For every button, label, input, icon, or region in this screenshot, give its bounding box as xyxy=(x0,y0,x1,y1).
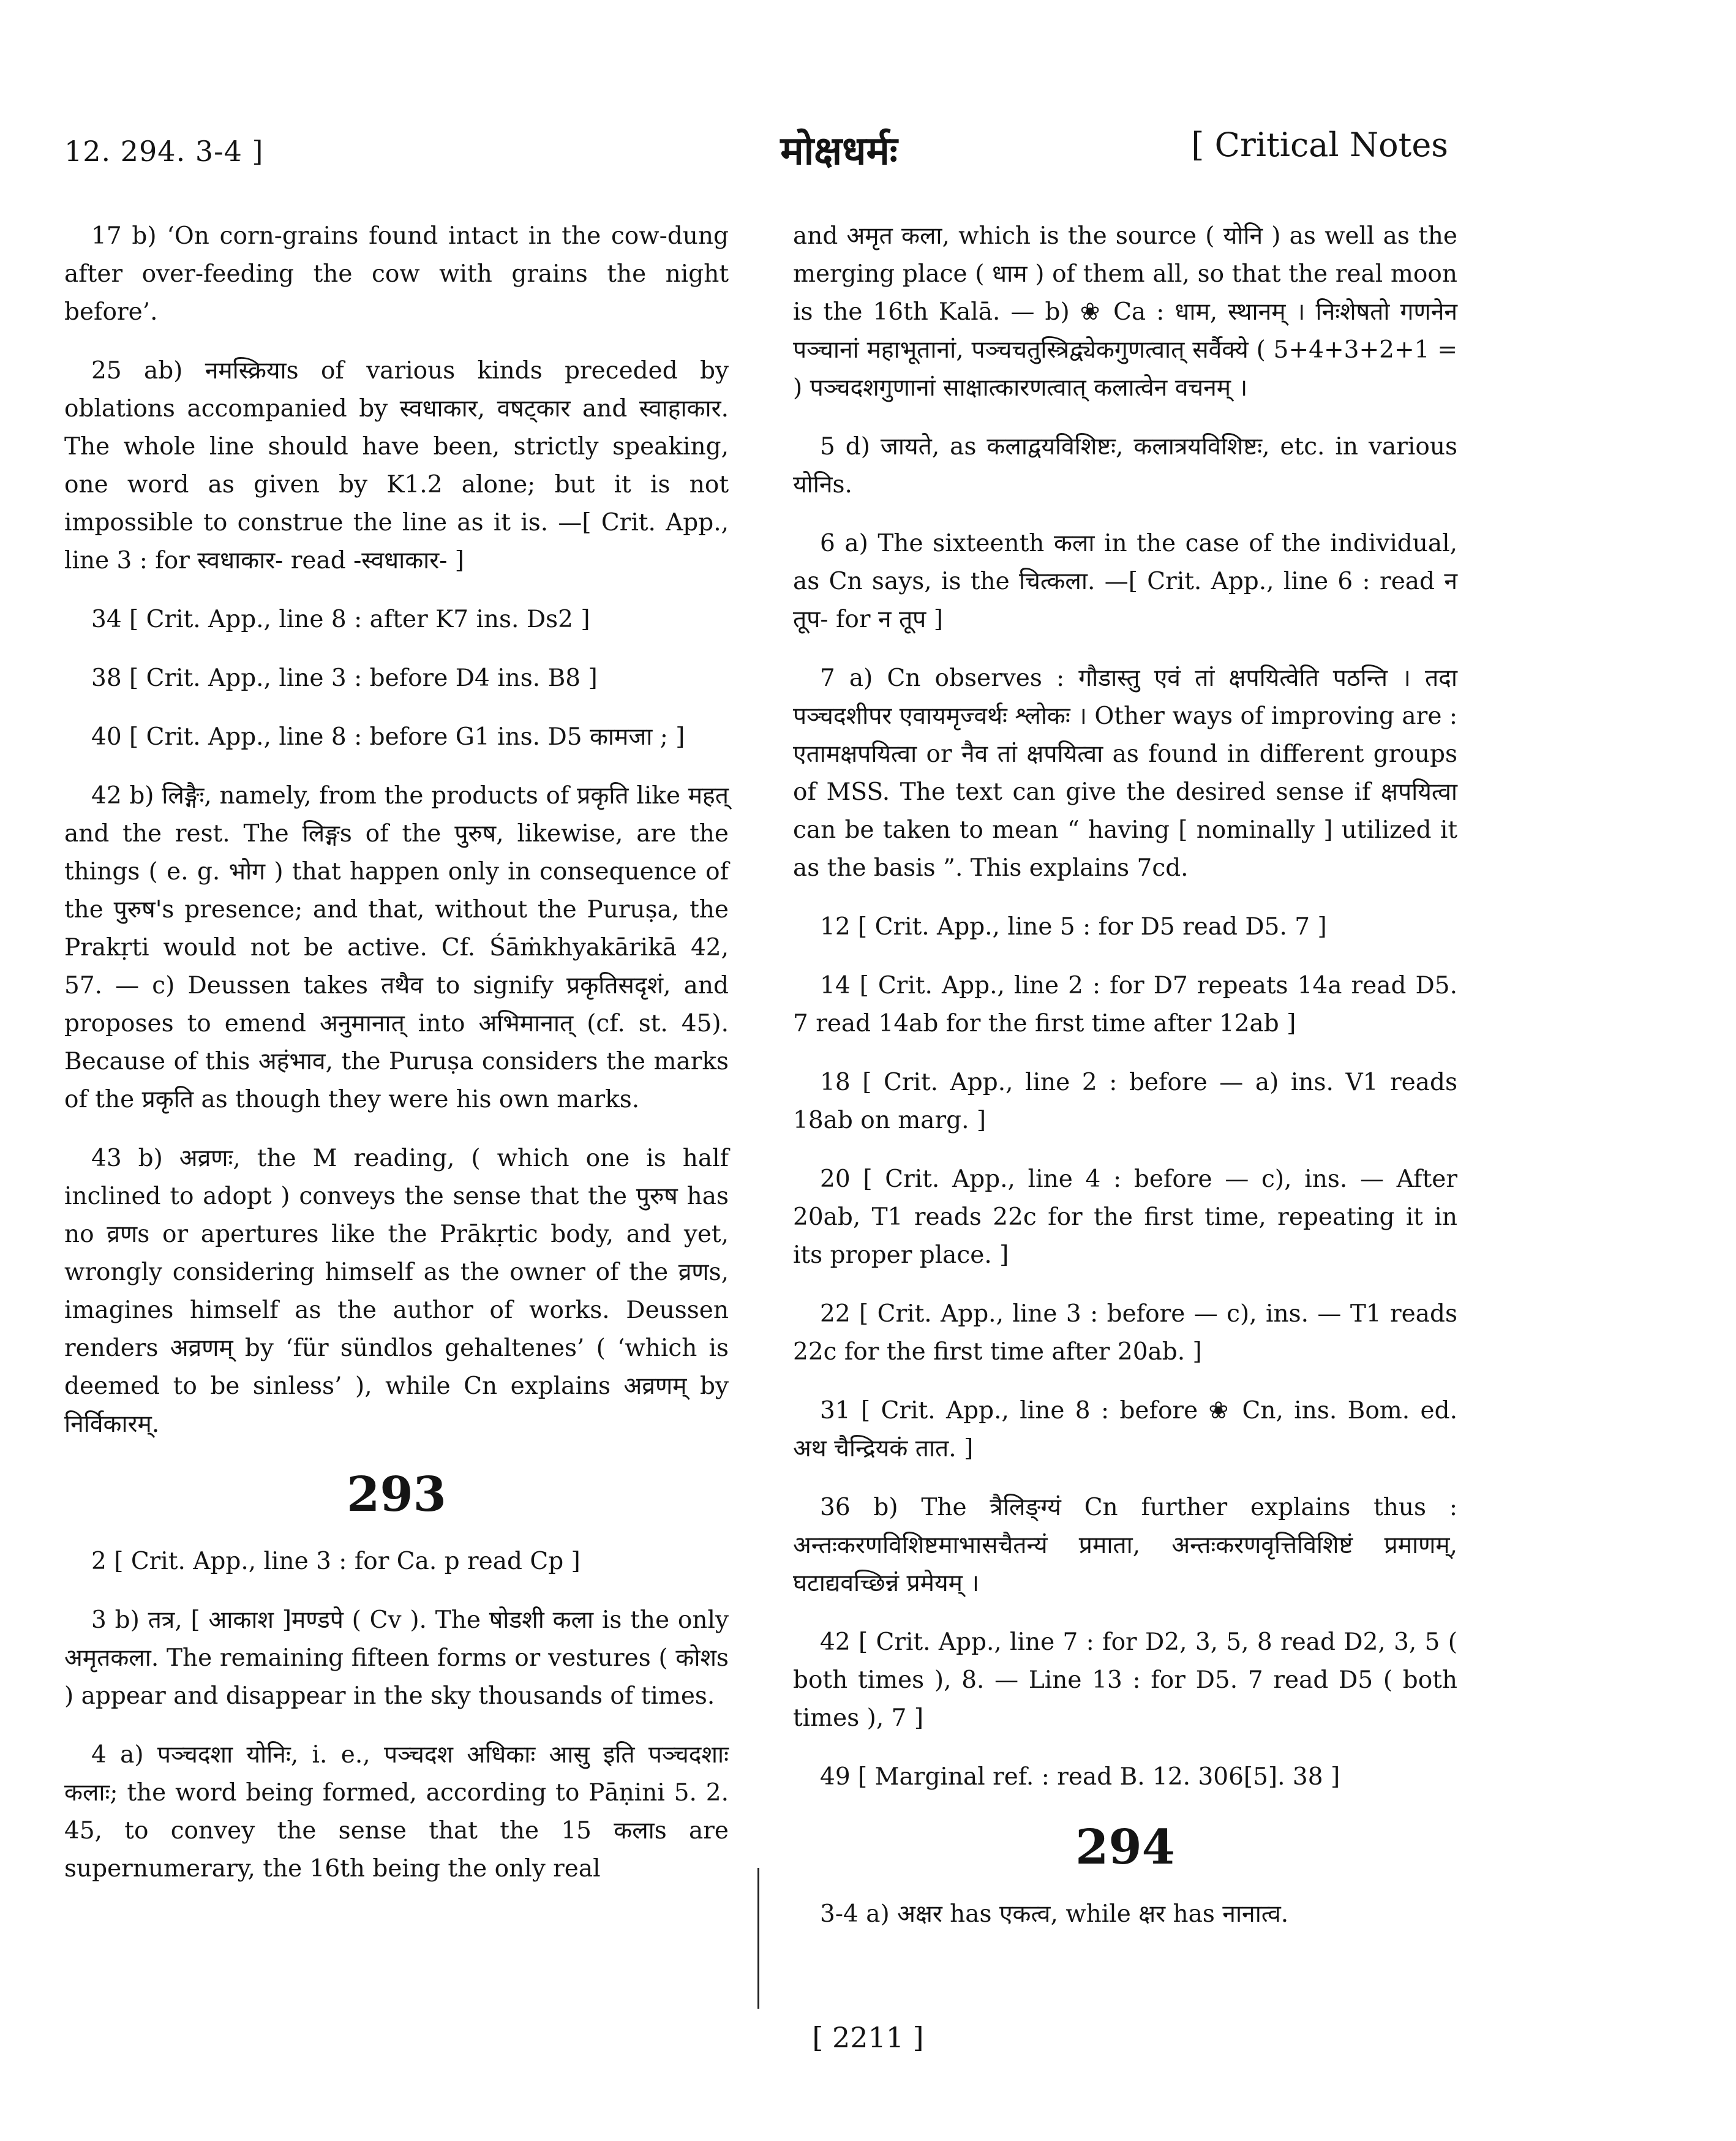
running-head-section: [ Critical Notes xyxy=(1191,126,1448,164)
note-entry: 36 b) The त्रैलिङ्ग्यं Cn further explains thus : अन्तःकरणविशिष्टमाभासचैतन्यं प्रमाता, अन्तःकरणवृत्तिविशिष्टं प्रमाणम्, घटाद्यवच्छिन्नं प्रमेयम् । xyxy=(793,1494,1457,1597)
note-entry: 7 a) Cn observes : गौडास्तु एवं तां क्षपयित्वेति पठन्ति । तदा पञ्चदशीपर एवायमृज्वर्थः श्लोकः । Other ways of improving are : एतामक्षपयित्वा or नैव तां क्षपयित्वा as found in different groups of MSS. The text can give the desired sense if क्षपयित्वा can be taken to mean “ having [ nominally ] utilized it as the basis ”. This explains 7cd. xyxy=(793,664,1457,882)
note-entry: 31 [ Crit. App., line 8 : before ❀ Cn, ins. Bom. ed. अथ चैन्द्रियकं तात. ] xyxy=(793,1397,1457,1462)
note-entry: 42 b) लिङ्गैः, namely, from the products of प्रकृति like महत् and the rest. The लिङ्गs of the पुरुष, likewise, are the things ( e. g. भोग ) that happen only in consequence of the पुरुष's presence; and that, without the Puruṣa, the Prakṛti would not be active. Cf. Śāṁkhyakārikā 42, 57. — c) Deussen takes तथैव to signify प्रकृतिसदृशं, and proposes to emend अनुमानात् into अभिमानात् (cf. st. 45). Because of this अहंभाव, the Puruṣa considers the marks of the प्रकृति as though they were his own marks. xyxy=(64,782,729,1113)
note-entry: 42 [ Crit. App., line 7 : for D2, 3, 5, 8 read D2, 3, 5 ( both times ), 8. — Line 13 : for D5. 7 read D5 ( both times ), 7 ] xyxy=(793,1628,1457,1732)
note-entry: 3-4 a) अक्षर has एकत्व, while क्षर has नानात्व. xyxy=(820,1900,1289,1928)
note-entry-continued: and अमृत कला, which is the source ( योनि ) as well as the merging place ( धाम ) of them all, so that the real moon is the 16th Kalā. — b) ❀ Ca : धाम, स्थानम् । निःशेषतो गणनेन पञ्चानां महाभूतानां, पञ्चचतुस्त्रिद्व्येकगुणत्वात् सर्वैक्ये ( 5+4+3+2+1 = ) पञ्चदशगुणानां साक्षात्कारणत्वात् कलात्वेन वचनम् । xyxy=(793,222,1457,402)
note-entry: 17 b) ‘On corn-grains found intact in the cow-dung after over-feeding the cow with grains the night before’. xyxy=(64,222,729,326)
section-heading: 293 xyxy=(347,1467,446,1522)
note-entry: 22 [ Crit. App., line 3 : before — c), ins. — T1 reads 22c for the first time after 20ab. ] xyxy=(793,1300,1457,1366)
note-entry: 49 [ Marginal ref. : read B. 12. 306[5]. 38 ] xyxy=(820,1763,1340,1791)
note-entry: 4 a) पञ्चदशा योनिः, i. e., पञ्चदश अधिकाः आसु इति पञ्चदशाः कलाः; the word being formed, according to Pāṇini 5. 2. 45, to convey the sense that the 15 कलाs are supernumerary, the 16th being the only real xyxy=(64,1741,729,1883)
section-heading: 294 xyxy=(1075,1819,1175,1875)
note-entry: 34 [ Crit. App., line 8 : after K7 ins. Ds2 ] xyxy=(91,606,590,633)
left-column xyxy=(64,217,729,1909)
running-head-title: मोक्षधर्मः xyxy=(780,128,898,174)
right-column xyxy=(793,217,1457,1954)
column-divider xyxy=(757,1868,759,2009)
page-number: [ 2211 ] xyxy=(812,2021,924,2054)
note-entry: 20 [ Crit. App., line 4 : before — c), ins. — After 20ab, T1 reads 22c for the first time, repeating it in its proper place. ] xyxy=(793,1165,1457,1269)
note-entry: 3 b) तत्र, [ आकाश ]मण्डपे ( Cv ). The षोडशी कला is the only अमृतकला. The remaining fifteen forms or vestures ( कोशs ) appear and disappear in the sky thousands of times. xyxy=(64,1606,729,1710)
note-entry: 2 [ Crit. App., line 3 : for Ca. p read Cp ] xyxy=(91,1548,581,1575)
note-entry: 14 [ Crit. App., line 2 : for D7 repeats 14a read D5. 7 read 14ab for the first time after 12ab ] xyxy=(793,972,1457,1037)
note-entry: 18 [ Crit. App., line 2 : before — a) ins. V1 reads 18ab on marg. ] xyxy=(793,1069,1457,1134)
note-entry: 25 ab) नमस्क्रियाs of various kinds preceded by oblations accompanied by स्वधाकार, वषट्कार and स्वाहाकार. The whole line should have been, strictly speaking, one word as given by K1.2 alone; but it is not impossible to construe the line as it is. —[ Crit. App., line 3 : for स्वधाकार- read -स्वधाकार- ] xyxy=(64,357,729,574)
note-entry: 6 a) The sixteenth कला in the case of the individual, as Cn says, is the चित्कला. —[ Crit. App., line 6 : read न तूप- for न तूप ] xyxy=(793,530,1457,633)
running-head-reference: 12. 294. 3-4 ] xyxy=(64,135,264,168)
note-entry: 40 [ Crit. App., line 8 : before G1 ins. D5 कामजा ; ] xyxy=(91,723,685,751)
note-entry: 5 d) जायते, as कलाद्वयविशिष्टः, कलात्रयविशिष्टः, etc. in various योनिs. xyxy=(793,433,1457,499)
note-entry: 43 b) अव्रणः, the M reading, ( which one is half inclined to adopt ) conveys the sense that the पुरुष has no व्रणs or apertures like the Prākṛtic body, and yet, wrongly considering himself as the owner of the व्रणs, imagines himself as the author of works. Deussen renders अव्रणम् by ‘für sündlos gehaltenes’ ( ‘which is deemed to be sinless’ ), while Cn explains अव्रणम् by निर्विकारम्. xyxy=(64,1145,729,1438)
running-head xyxy=(0,116,1736,190)
note-entry: 38 [ Crit. App., line 3 : before D4 ins. B8 ] xyxy=(91,664,598,692)
note-entry: 12 [ Crit. App., line 5 : for D5 read D5. 7 ] xyxy=(820,913,1327,941)
